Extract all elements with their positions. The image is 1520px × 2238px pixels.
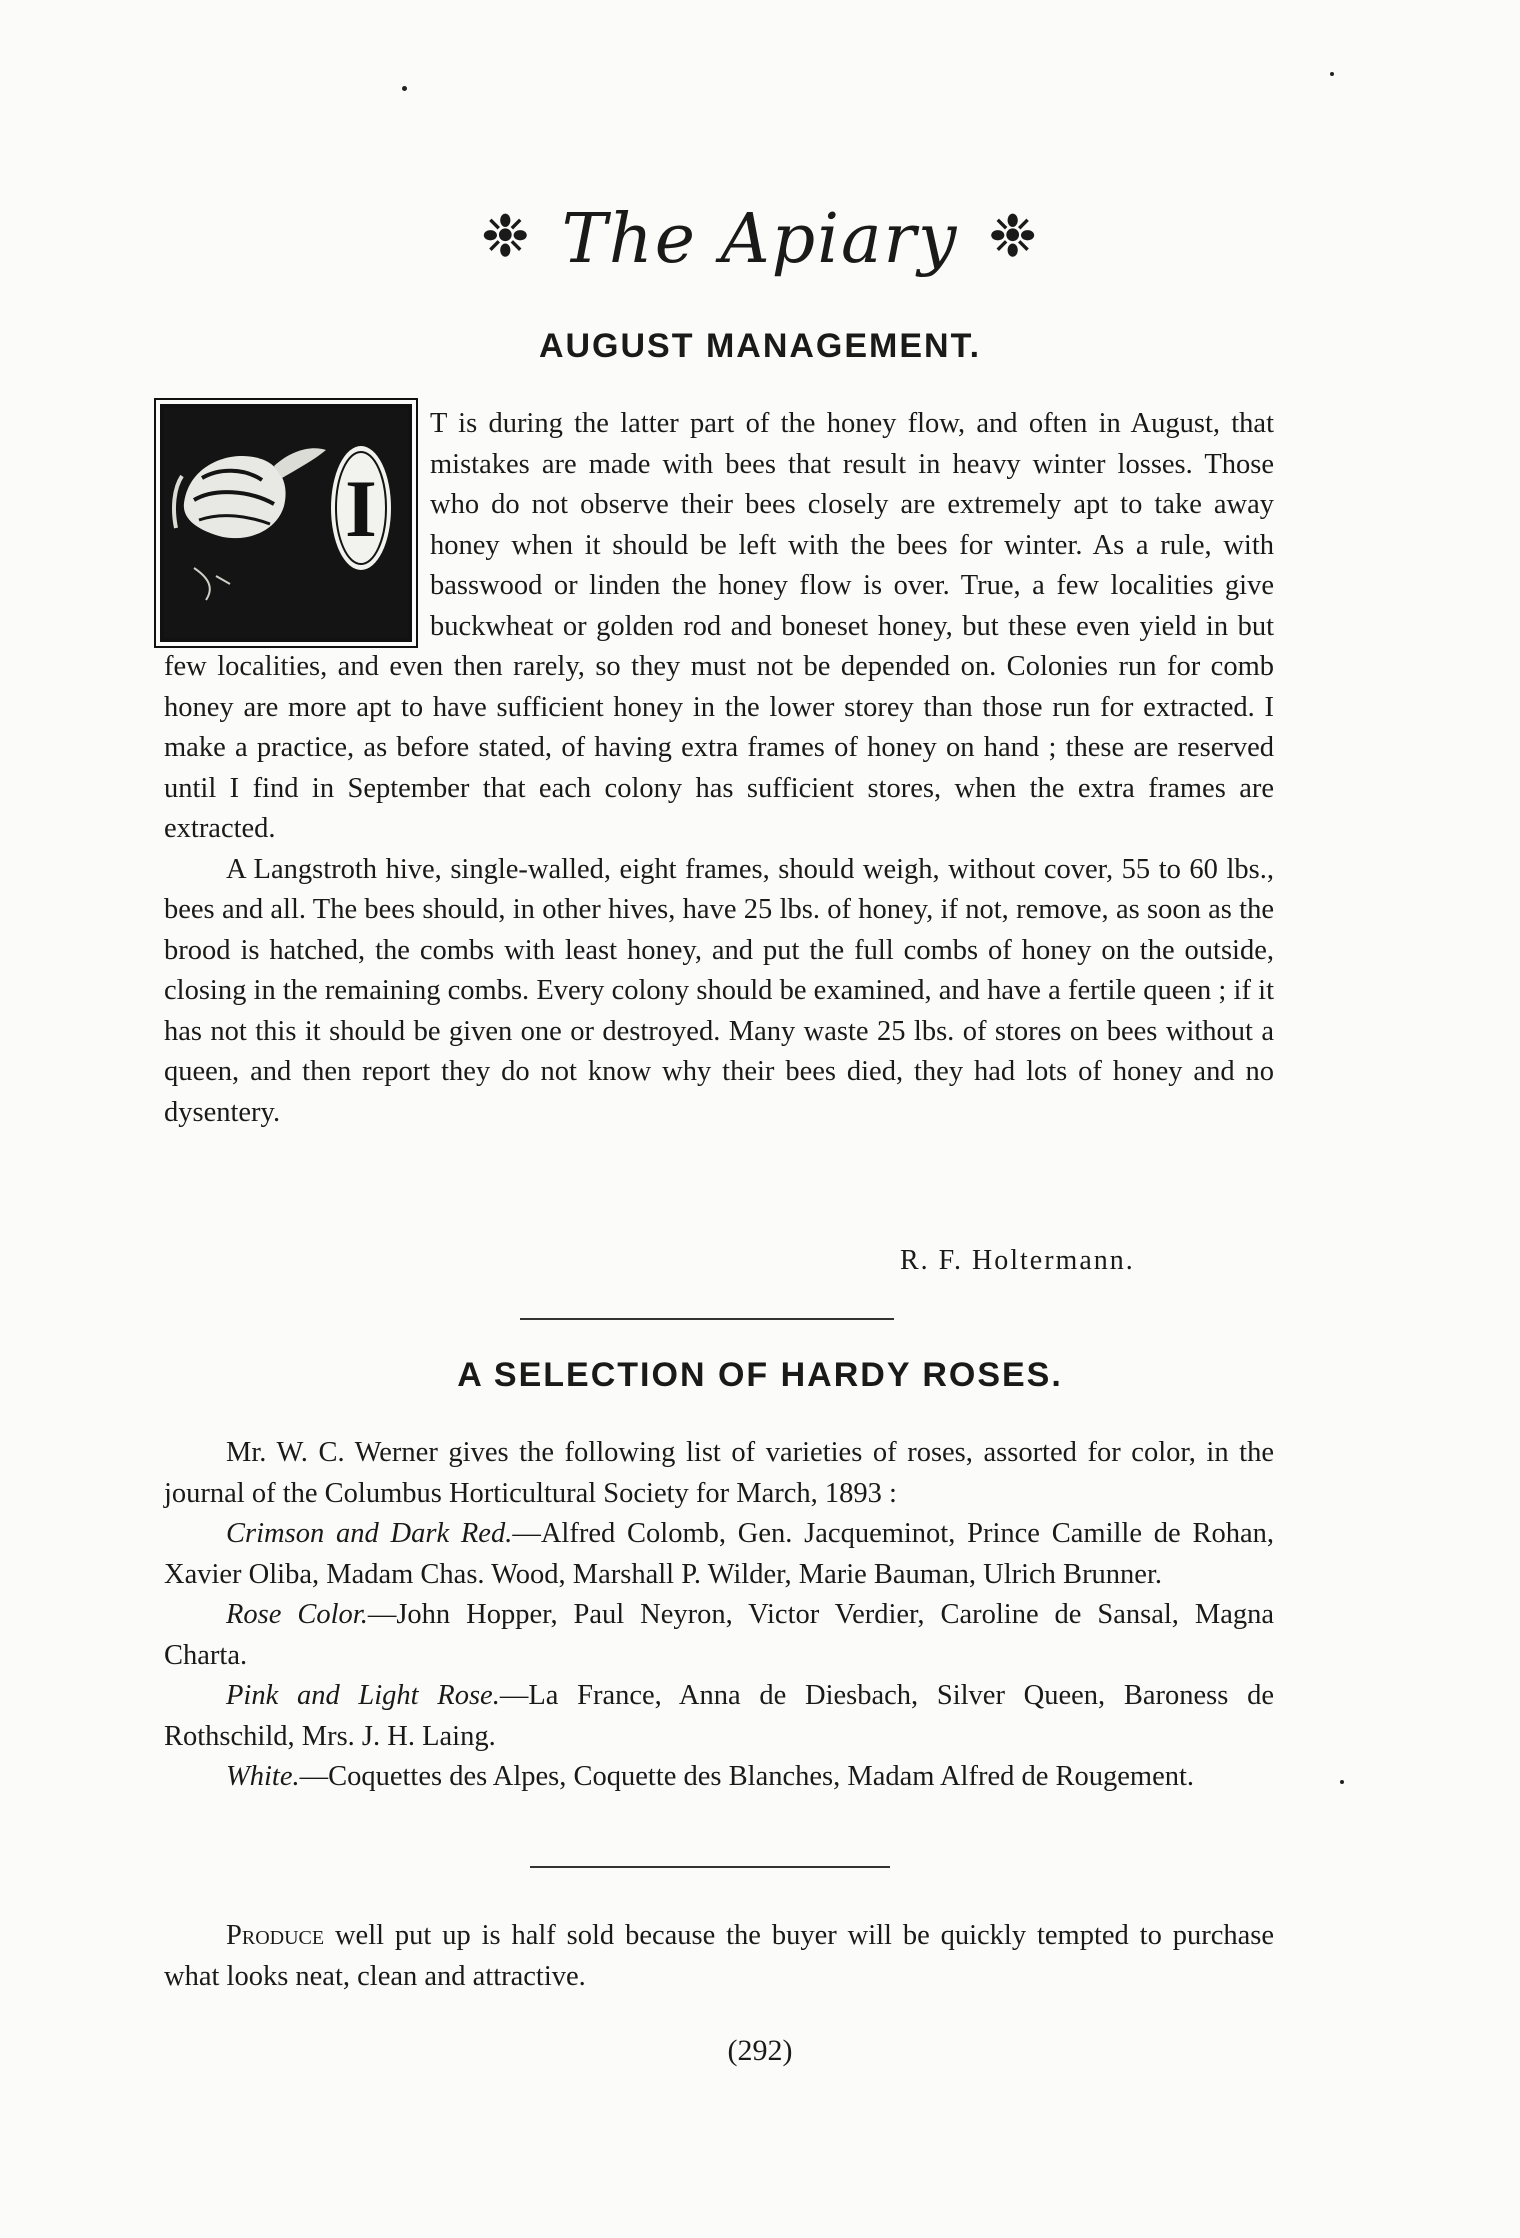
- rose-group-label: Crimson and Dark Red.: [226, 1518, 513, 1549]
- dropcap-illustration: [160, 404, 412, 642]
- produce-note-text: well put up is half sold because the buyer will be quickly tempted to purchase what looks neat, clean and attractive.: [164, 1920, 1274, 1992]
- ornament-star-icon: ❉: [480, 202, 532, 270]
- text-line: August, that mistakes are made with bees that result in: [430, 408, 1274, 480]
- rose-group: [164, 1595, 1274, 1676]
- divider: [520, 1318, 894, 1320]
- section-header-title: The Apiary: [561, 200, 959, 279]
- text-line: heavy winter losses. Those who do not observe their: [430, 448, 1274, 520]
- paragraph: A Langstroth hive, single-walled, eight frames, should weigh, without cover, 55 to 60 lbs., bees and all. The bees should, in other hives, have 25 lbs. of honey, if not, remove, as soon as the brood is hatched, the combs with least honey, and put the full combs of honey on the outside, closing in the remaining combs. Every colony should be examined, and have a fertile queen ; if it has not this it should be given one or destroyed. Many waste 25 lbs. of stores on bees without a queen, and then report they do not know why their bees died, they had lots of honey and no dysentery.: [164, 853, 1274, 1128]
- rose-group-text: —John Hopper, Paul Neyron, Victor Verdier, Caroline de Sansal, Magna Charta.: [164, 1599, 1274, 1671]
- text-line: honey, but these even yield in but few localities, and even then rarely, so they must not be depended on. Colonies run for comb honey are more apt to have sufficient honey in the lower storey than those run for extracted. I make a practice, as before stated, of having extra frames of honey on hand ; these are reserved until I find in September that each colony has sufficient stores, when the extra frames are extracted.: [164, 610, 1274, 844]
- text-line: localities give buckwheat or golden rod and boneset: [430, 570, 1274, 642]
- rose-group-text: —Coquettes des Alpes, Coquette des Blanches, Madam Alfred de Rougement.: [299, 1761, 1195, 1792]
- article-august-management-body: [164, 404, 1274, 1133]
- page-number: (292): [727, 2034, 793, 2067]
- rose-group: [164, 1676, 1274, 1757]
- article-title-hardy-roses: A SELECTION OF HARDY ROSES.: [457, 1356, 1063, 1394]
- ornament-star-icon: ❉: [988, 202, 1040, 270]
- produce-note: [164, 1916, 1274, 1997]
- divider: [530, 1866, 890, 1868]
- ink-speck: [402, 86, 407, 91]
- produce-note-first-word: Produce: [226, 1920, 325, 1951]
- article-hardy-roses-body: [164, 1433, 1274, 1798]
- text-line: basswood or linden the honey flow is over. True, a few: [430, 570, 1100, 601]
- text-line: T is during the latter part of the honey flow, and often in: [430, 408, 1121, 439]
- rose-group-label: Pink and Light Rose.: [226, 1680, 500, 1711]
- signature: R. F. Holtermann.: [900, 1245, 1135, 1276]
- rose-group: [164, 1757, 1274, 1798]
- article-title-august-management: AUGUST MANAGEMENT.: [538, 327, 982, 365]
- rose-group-label: Rose Color.: [226, 1599, 368, 1630]
- rose-group-label: White.: [226, 1761, 300, 1792]
- rose-group-text: —La France, Anna de Diesbach, Silver Queen, Baroness de Rothschild, Mrs. J. H. Laing.: [164, 1680, 1274, 1752]
- ink-speck: [1330, 72, 1334, 76]
- text-line: it should be left with the bees for winter. As a rule, with: [584, 529, 1274, 561]
- paragraph: [164, 1916, 1274, 1997]
- ink-speck: [1340, 1780, 1344, 1784]
- rose-group-text: —Alfred Colomb, Gen. Jacqueminot, Prince Camille de Rohan, Xavier Oliba, Madam Chas. Wood, Marshall P. Wilder, Marie Bauman, Ulrich Brunner.: [164, 1518, 1275, 1590]
- text-line: bees closely are extremely apt to take away honey when: [430, 489, 1275, 561]
- paragraph: Mr. W. C. Werner gives the following list of varieties of roses, assorted for color, in the journal of the Columbus Horticultural Society for March, 1893 :: [164, 1437, 1274, 1509]
- dropcap-letter: I: [345, 463, 377, 554]
- bee-flower-icon: [164, 408, 408, 638]
- rose-group: [164, 1514, 1274, 1595]
- section-header: [0, 200, 1520, 279]
